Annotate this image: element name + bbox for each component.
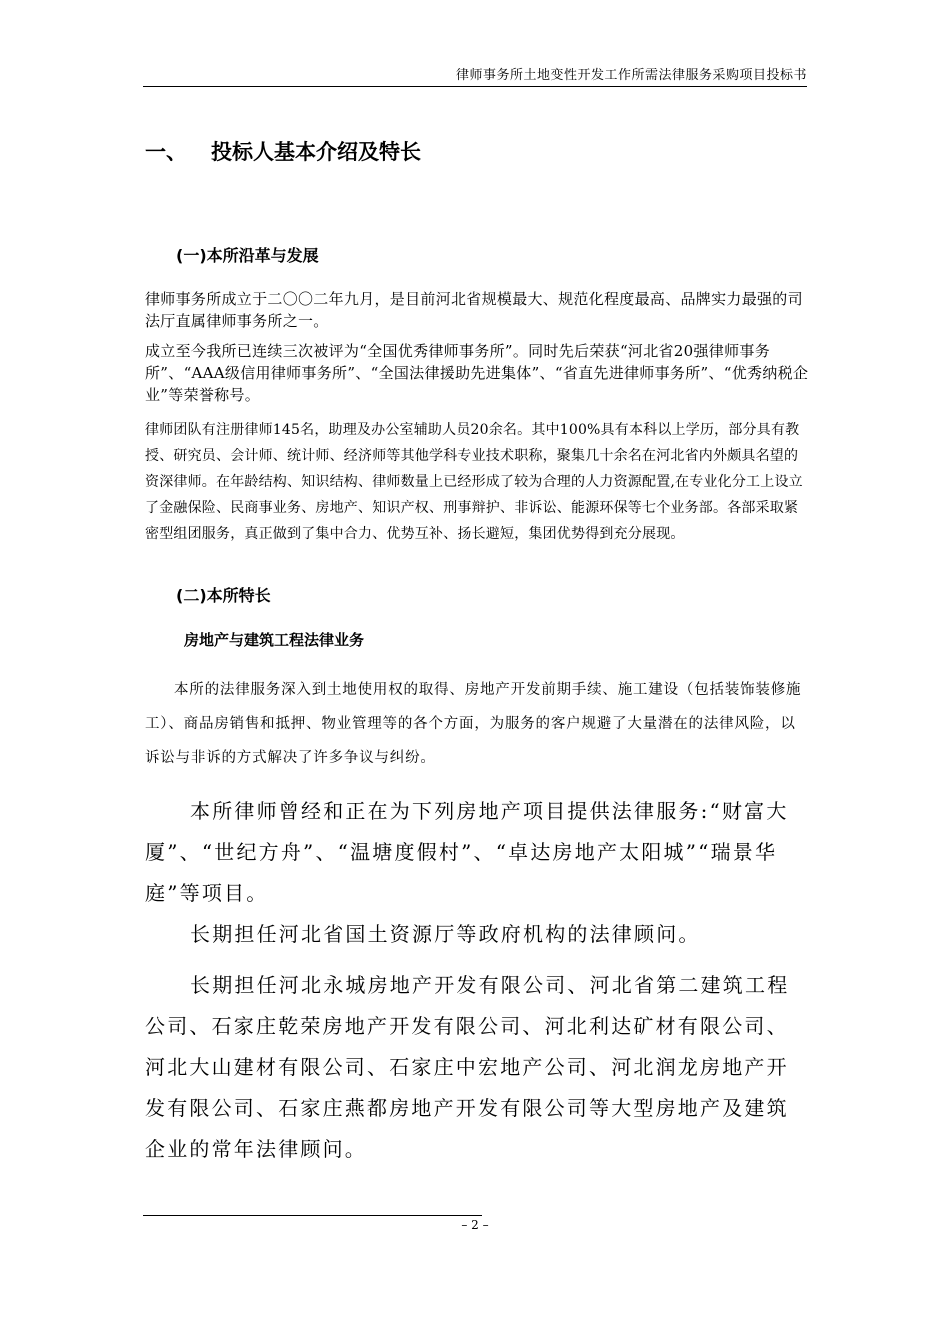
page-number: – 2 –	[461, 1218, 489, 1232]
header-rule	[143, 86, 807, 87]
paragraph-corporate-counsel: 长期担任河北永城房地产开发有限公司、河北省第二建筑工程公司、石家庄乾荣房地产开发有限公司、河北利达矿材有限公司、河北大山建材有限公司、石家庄中宏地产公司、河北润龙房地产开发有限公司、石家庄燕都房地产开发有限公司等大型房地产及建筑企业的常年法律顾问。	[145, 973, 790, 1161]
paragraph-projects: 本所律师曾经和正在为下列房地产项目提供法律服务:“财富大厦”、“世纪方舟”、“温塘度假村”、“卓达房地产太阳城”“瑞景华庭”等项目。	[145, 799, 789, 905]
footer-rule	[143, 1215, 482, 1216]
section-title-text: 投标人基本介绍及特长	[211, 140, 421, 164]
section-number: 一、	[145, 140, 187, 164]
paragraph-government-counsel: 长期担任河北省国土资源厅等政府机构的法律顾问。	[190, 922, 701, 946]
subsection-heading-specialties: (二)本所特长	[176, 586, 271, 605]
paragraph-team: 律师团队有注册律师145名，助理及办公室辅助人员20余名。其中100%具有本科以上学历，部分具有教授、研究员、会计师、统计师、经济师等其他学科专业技术职称，聚集几十余名在河北省内外颇具名望的资深律师。在年龄结构、知识结构、律师数量上已经形成了较为合理的人力资源配置,在专业化分工上设立了金融保险、民商事业务、房地产、知识产权、刑事辩护、非诉讼、能源环保等七个业务部。各部采取紧密型组团服务，真正做到了集中合力、优势互补、扬长避短，集团优势得到充分展现。	[145, 422, 803, 542]
paragraph-founding: 律师事务所成立于二〇〇二年九月，是目前河北省规模最大、规范化程度最高、品牌实力最强的司法厅直属律师事务所之一。	[145, 290, 803, 330]
paragraph-real-estate-services: 本所的法律服务深入到土地使用权的取得、房地产开发前期手续、施工建设（包括装饰装修施工）、商品房销售和抵押、物业管理等的各个方面，为服务的客户规避了大量潜在的法律风险，以诉讼与非诉的方式解决了许多争议与纠纷。	[145, 682, 802, 766]
section-title	[145, 136, 421, 166]
paragraph-honors: 成立至今我所已连续三次被评为“全国优秀律师事务所”。同时先后荣获“河北省20强律师事务所”、“AAA级信用律师事务所”、“全国法律援助先进集体”、“省直先进律师事务所”、“优秀纳税企业”等荣誉称号。	[145, 342, 809, 404]
subsection-heading-history: (一)本所沿革与发展	[176, 246, 319, 265]
running-header: 律师事务所土地变性开发工作所需法律服务采购项目投标书	[455, 68, 807, 83]
specialty-heading-real-estate: 房地产与建筑工程法律业务	[184, 631, 365, 649]
